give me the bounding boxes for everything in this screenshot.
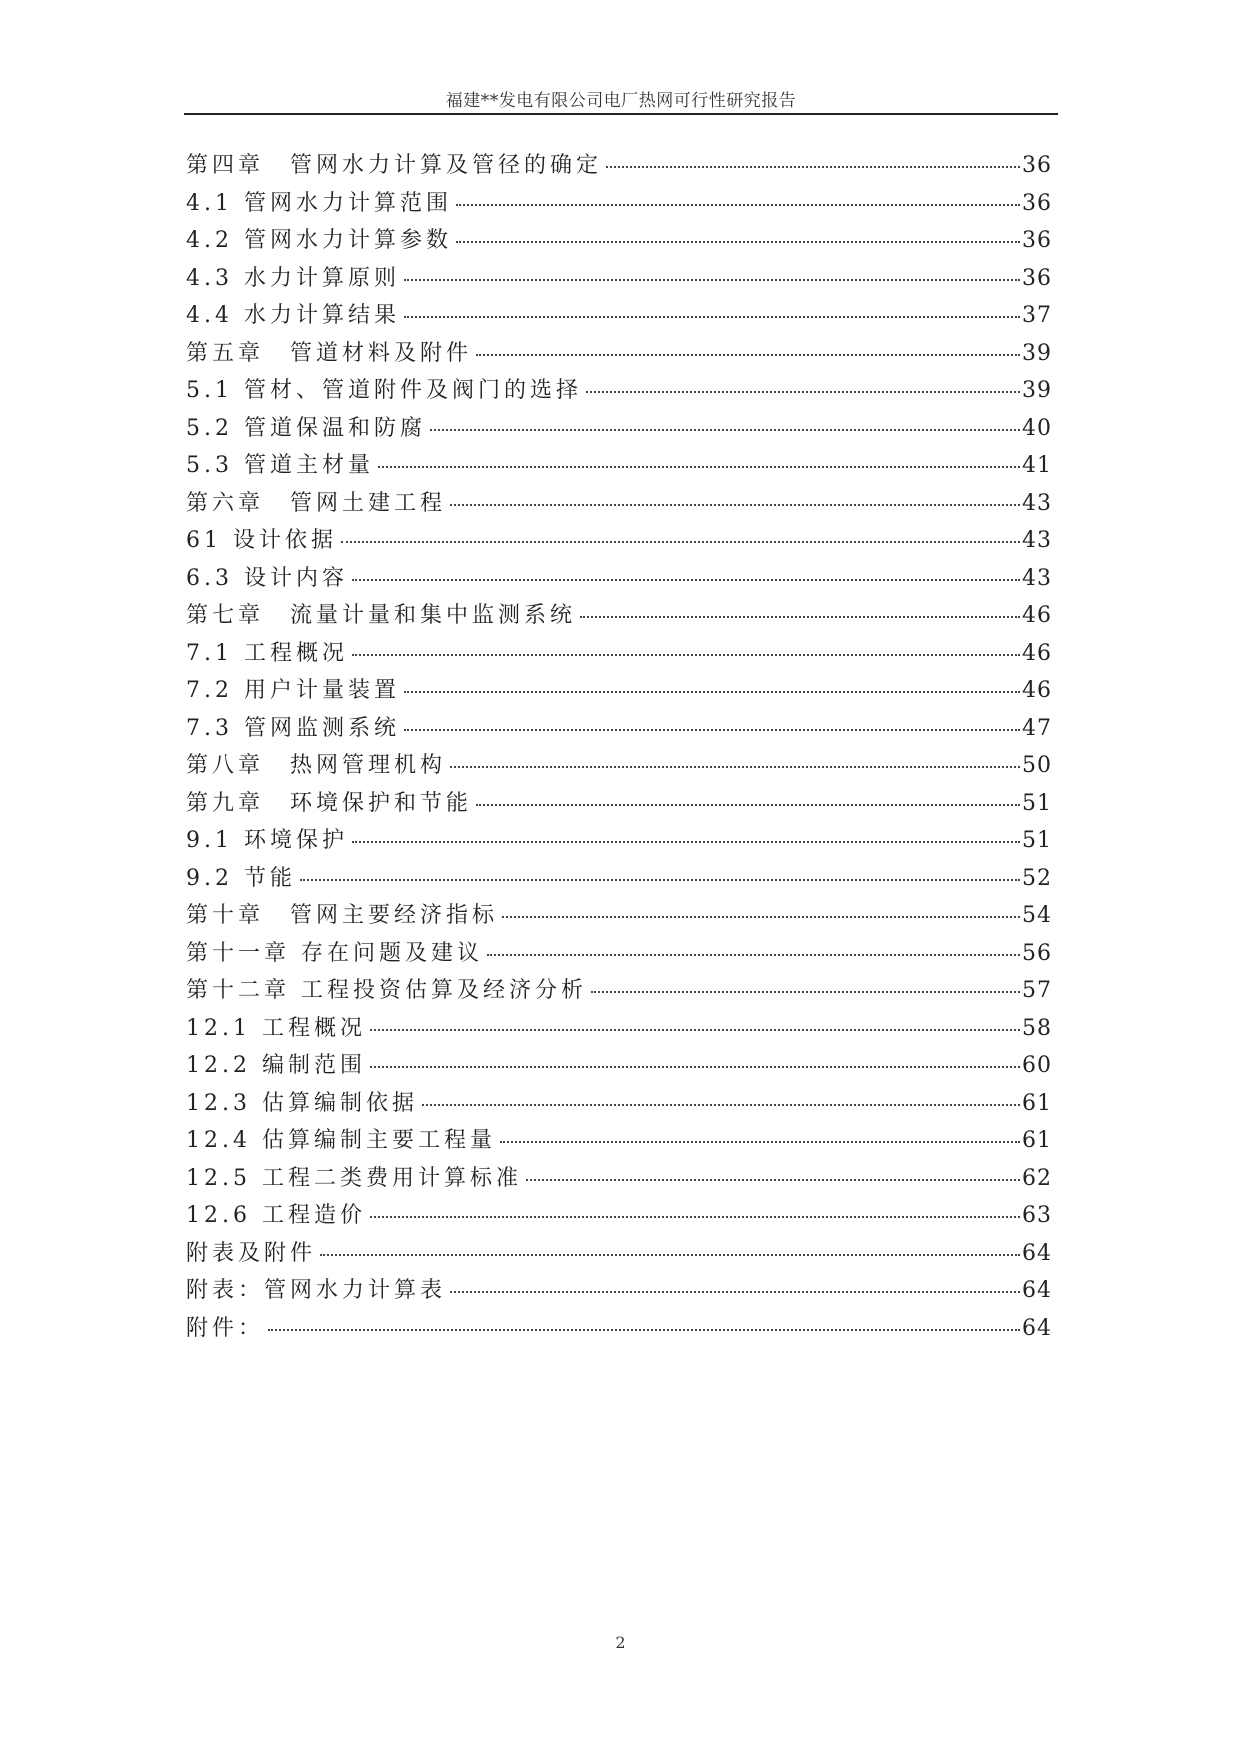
toc-entry-page-number: 61 [1022, 1128, 1052, 1153]
toc-entry[interactable] [186, 828, 1052, 866]
toc-entry-title: 9.2 节能 [186, 865, 296, 891]
toc-entry[interactable] [186, 641, 1052, 679]
header-rule [184, 113, 1058, 115]
toc-entry-title: 5.3 管道主材量 [186, 453, 374, 478]
toc-entry[interactable] [186, 191, 1052, 229]
toc-dot-leader [352, 654, 1020, 656]
toc-entry-title: 12.6 工程造价 [186, 1203, 366, 1228]
toc-entry-title: 附表及附件 [186, 1240, 317, 1266]
toc-entry-page-number: 58 [1022, 1015, 1052, 1041]
toc-entry[interactable] [186, 753, 1052, 791]
toc-entry-title: 4.3 水力计算原则 [186, 265, 400, 291]
toc-dot-leader [422, 1104, 1020, 1106]
toc-entry-title: 7.3 管网监测系统 [186, 715, 400, 741]
toc-entry-title: 61 设计依据 [186, 528, 337, 553]
toc-dot-leader [320, 1254, 1020, 1256]
toc-dot-leader [606, 166, 1020, 168]
toc-entry-title: 第十一章 存在问题及建议 [186, 940, 483, 966]
toc-dot-leader [526, 1179, 1020, 1181]
toc-entry-title: 第五章 管道材料及附件 [186, 340, 473, 366]
toc-entry-page-number: 50 [1022, 753, 1052, 778]
toc-entry[interactable] [186, 566, 1052, 604]
toc-entry[interactable] [186, 416, 1052, 454]
toc-entry-page-number: 36 [1022, 228, 1052, 253]
toc-entry[interactable] [186, 1128, 1052, 1166]
toc-entry-page-number: 39 [1022, 378, 1052, 403]
toc-dot-leader [352, 579, 1020, 581]
toc-entry-page-number: 43 [1022, 528, 1052, 553]
toc-entry[interactable] [186, 528, 1052, 566]
toc-entry-title: 12.5 工程二类费用计算标准 [186, 1165, 522, 1191]
toc-entry[interactable] [186, 266, 1052, 304]
toc-entry-page-number: 62 [1022, 1165, 1052, 1191]
toc-dot-leader [500, 1141, 1020, 1143]
toc-entry-page-number: 36 [1022, 265, 1052, 291]
toc-entry-title: 第九章 环境保护和节能 [186, 790, 473, 816]
toc-entry-page-number: 40 [1022, 415, 1052, 441]
toc-dot-leader [450, 1291, 1020, 1293]
toc-entry-title: 5.2 管道保温和防腐 [186, 415, 426, 441]
toc-entry[interactable] [186, 1316, 1052, 1354]
toc-entry-page-number: 52 [1022, 865, 1052, 891]
toc-entry-title: 7.2 用户计量装置 [186, 678, 400, 703]
toc-entry[interactable] [186, 153, 1052, 191]
toc-entry-page-number: 61 [1022, 1090, 1052, 1116]
toc-entry[interactable] [186, 941, 1052, 979]
toc-entry-page-number: 46 [1022, 603, 1052, 628]
toc-dot-leader [450, 504, 1020, 506]
toc-dot-leader [378, 466, 1020, 468]
toc-entry-page-number: 36 [1022, 190, 1052, 216]
toc-entry[interactable] [186, 791, 1052, 829]
toc-entry[interactable] [186, 1278, 1052, 1316]
toc-entry-title: 附件： [186, 1315, 265, 1341]
toc-entry-title: 第七章 流量计量和集中监测系统 [186, 603, 577, 628]
toc-entry-page-number: 46 [1022, 640, 1052, 666]
toc-entry[interactable] [186, 1203, 1052, 1241]
toc-entry[interactable] [186, 603, 1052, 641]
toc-entry-page-number: 60 [1022, 1053, 1052, 1078]
toc-dot-leader [341, 541, 1020, 543]
toc-entry-title: 7.1 工程概况 [186, 640, 348, 666]
toc-dot-leader [300, 879, 1020, 881]
toc-entry-title: 第十二章 工程投资估算及经济分析 [186, 978, 587, 1003]
toc-entry-page-number: 56 [1022, 940, 1052, 966]
toc-entry[interactable] [186, 903, 1052, 941]
toc-dot-leader [502, 916, 1020, 918]
toc-entry[interactable] [186, 1091, 1052, 1129]
toc-entry-page-number: 39 [1022, 340, 1052, 366]
toc-entry-title: 第六章 管网土建工程 [186, 490, 447, 516]
toc-entry-title: 12.3 估算编制依据 [186, 1090, 418, 1116]
toc-entry-page-number: 57 [1022, 978, 1052, 1003]
toc-dot-leader [404, 316, 1020, 318]
toc-entry[interactable] [186, 1053, 1052, 1091]
toc-dot-leader [370, 1216, 1020, 1218]
toc-entry[interactable] [186, 378, 1052, 416]
toc-entry-title: 5.1 管材、管道附件及阀门的选择 [186, 378, 582, 403]
toc-dot-leader [404, 279, 1020, 281]
toc-entry-title: 12.1 工程概况 [186, 1015, 366, 1041]
toc-entry[interactable] [186, 716, 1052, 754]
toc-entry-page-number: 64 [1022, 1240, 1052, 1266]
toc-dot-leader [404, 691, 1020, 693]
toc-entry[interactable] [186, 491, 1052, 529]
toc-dot-leader [586, 391, 1020, 393]
toc-entry-page-number: 46 [1022, 678, 1052, 703]
toc-dot-leader [370, 1029, 1020, 1031]
toc-entry-title: 第十章 管网主要经济指标 [186, 903, 499, 928]
toc-entry-page-number: 54 [1022, 903, 1052, 928]
toc-entry-title: 附表：管网水力计算表 [186, 1278, 447, 1303]
toc-entry[interactable] [186, 228, 1052, 266]
toc-dot-leader [580, 616, 1020, 618]
toc-entry[interactable] [186, 453, 1052, 491]
toc-entry[interactable] [186, 978, 1052, 1016]
toc-entry-page-number: 64 [1022, 1315, 1052, 1341]
toc-entry-page-number: 64 [1022, 1278, 1052, 1303]
toc-dot-leader [352, 841, 1020, 843]
toc-entry-page-number: 43 [1022, 565, 1052, 591]
toc-entry-page-number: 51 [1022, 790, 1052, 816]
toc-entry[interactable] [186, 1241, 1052, 1279]
toc-entry-page-number: 43 [1022, 490, 1052, 516]
toc-dot-leader [404, 729, 1020, 731]
toc-entry-page-number: 41 [1022, 453, 1052, 478]
toc-entry-page-number: 63 [1022, 1203, 1052, 1228]
toc-entry-title: 第八章 热网管理机构 [186, 753, 447, 778]
table-of-contents [186, 153, 1052, 1353]
toc-entry-title: 4.2 管网水力计算参数 [186, 228, 452, 253]
toc-entry[interactable] [186, 678, 1052, 716]
toc-entry-page-number: 36 [1022, 153, 1052, 178]
toc-dot-leader [268, 1329, 1020, 1331]
toc-dot-leader [476, 804, 1020, 806]
toc-entry-title: 6.3 设计内容 [186, 565, 348, 591]
toc-dot-leader [476, 354, 1020, 356]
toc-entry-page-number: 37 [1022, 303, 1052, 328]
toc-entry-page-number: 51 [1022, 828, 1052, 853]
toc-dot-leader [370, 1066, 1020, 1068]
toc-entry-title: 4.1 管网水力计算范围 [186, 190, 452, 216]
toc-dot-leader [591, 991, 1020, 993]
toc-dot-leader [450, 766, 1020, 768]
toc-entry-title: 9.1 环境保护 [186, 828, 348, 853]
toc-dot-leader [456, 204, 1020, 206]
toc-entry-title: 12.2 编制范围 [186, 1053, 366, 1078]
toc-entry-title: 第四章 管网水力计算及管径的确定 [186, 153, 603, 178]
toc-entry[interactable] [186, 341, 1052, 379]
toc-dot-leader [487, 954, 1020, 956]
toc-entry-page-number: 47 [1022, 715, 1052, 741]
running-header: 福建**发电有限公司电厂热网可行性研究报告 [445, 91, 797, 111]
page-number: 2 [615, 1633, 626, 1652]
toc-entry-title: 12.4 估算编制主要工程量 [186, 1128, 496, 1153]
toc-entry[interactable] [186, 303, 1052, 341]
toc-entry-title: 4.4 水力计算结果 [186, 303, 400, 328]
toc-entry[interactable] [186, 866, 1052, 904]
toc-entry[interactable] [186, 1016, 1052, 1054]
toc-dot-leader [430, 429, 1020, 431]
toc-dot-leader [456, 241, 1020, 243]
toc-entry[interactable] [186, 1166, 1052, 1204]
